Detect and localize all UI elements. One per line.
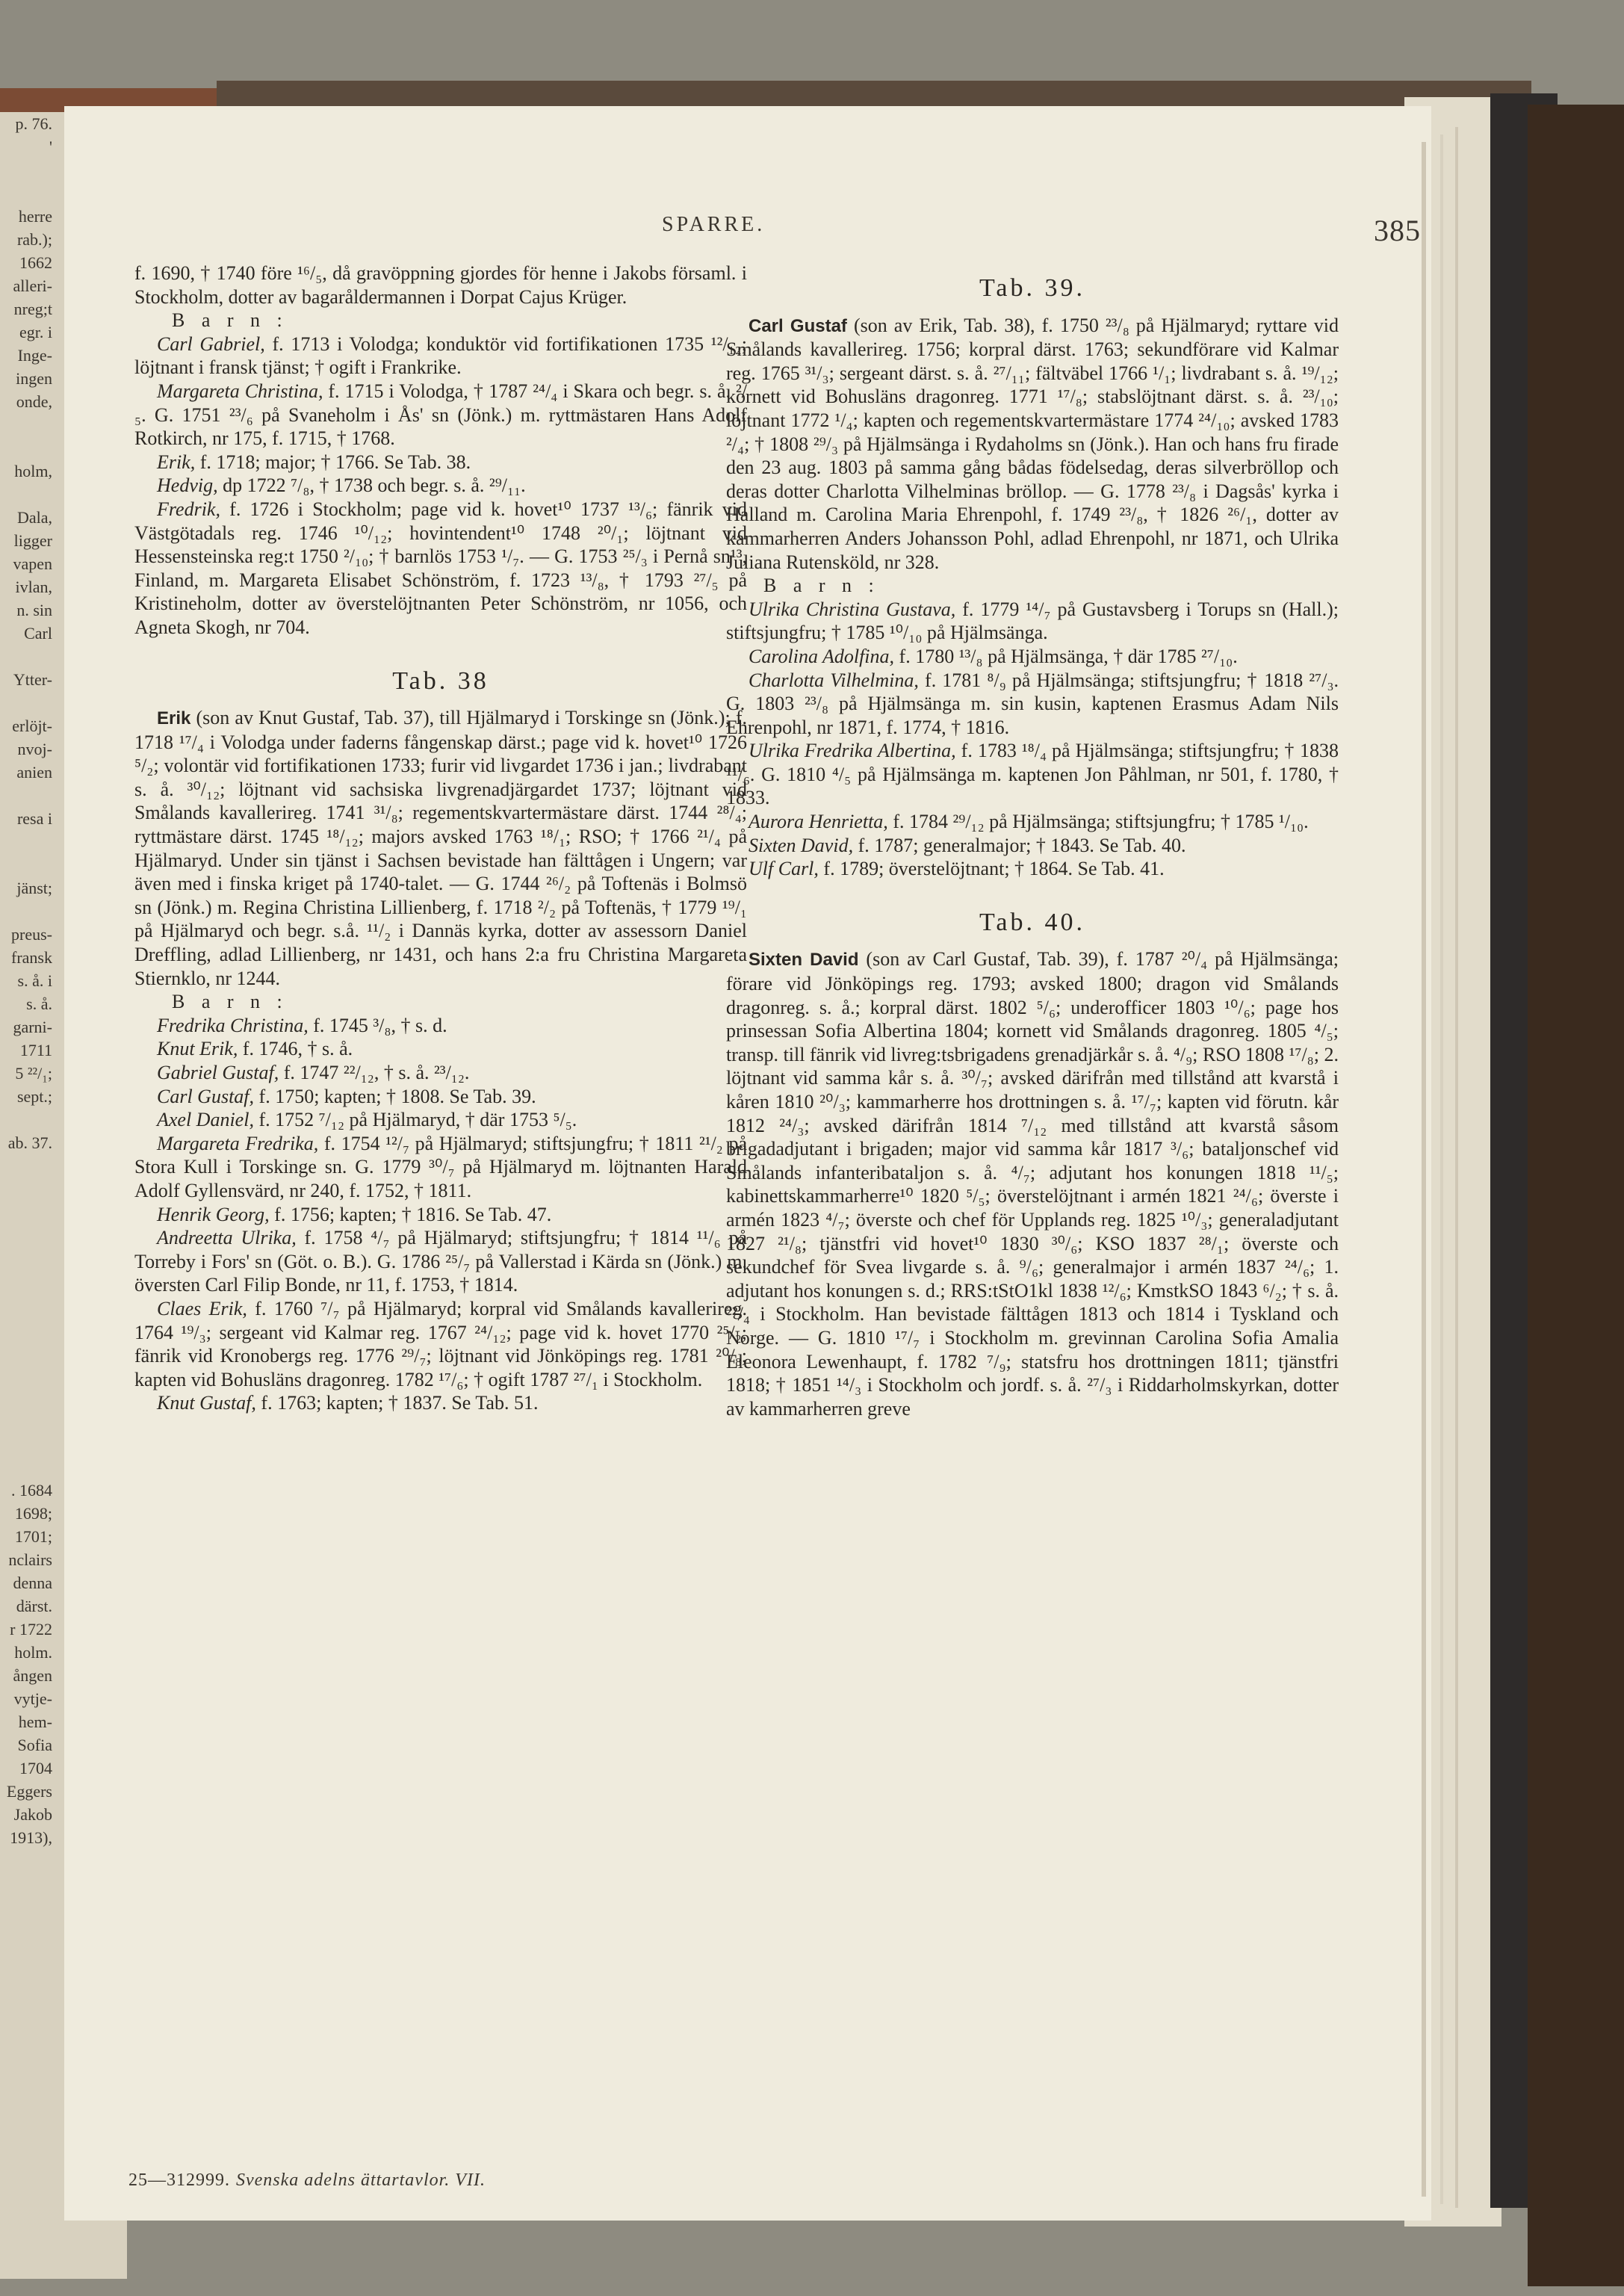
- facing-page-fragment: [0, 1409, 52, 1432]
- child-name: Carl Gabriel,: [157, 332, 265, 355]
- barn-label: B a r n :: [172, 991, 288, 1013]
- child-entry: [726, 857, 1339, 881]
- facing-page-fragment: . 1684: [11, 1481, 52, 1500]
- child-entry: [134, 1014, 747, 1038]
- facing-page-fragment: [0, 691, 52, 714]
- footer-title: Svenska adelns ättartavlor. VII.: [236, 2170, 486, 2190]
- facing-page-fragment: [0, 413, 52, 436]
- child-name: Carl Gustaf,: [157, 1085, 255, 1107]
- child-entry: [726, 810, 1339, 834]
- page-number: 385: [1374, 214, 1421, 247]
- facing-page-fragment: [0, 158, 52, 182]
- child-name: Knut Erik,: [157, 1038, 238, 1060]
- entry-text: (son av Erik, Tab. 38), f. 1750 ²³/₈ på Hjälmaryd; ryttare vid Smålands kavallerireg. 1756; korpral därst. 1763; sekundförare vid Kalmar reg. 1765 ³¹/₃; sergeant därst. s. å. ²⁷/₁₁; fältväbel 1766 ¹/₁; livdrabant s. å. ¹⁹/₁₂; kornett vid Bohusläns dragonreg. 1771 ¹⁷/₈; stabslöjtnant därst. s. å. ²³/₁₀; löjtnant 1772 ¹/₄; kapten och regementskvartermästare 1774 ²⁴/₁₀; avsked 1783 ²/₄; † 1808 ²⁹/₃ på Hjälmsänga i Rydaholms sn (Jönk.). Han och hans fru firade den 23 aug. 1803 på samma gång bådas födelsedag, deras silverbröllop och deras dotter Charlotta Vilhelminas bröllop. — G. 1778 ²³/₈ i Dagsås' kyrka i Halland m. Carolina Maria Ehrenpohl, f. 1749 ²³/₈, † 1826 ²⁶/₁, dotter av kammarherren Anders Johansson Pohl, adlad Ehrenpohl, nr 1871, och Ulrika Juliana Rutensköld, nr 328.: [726, 314, 1339, 573]
- child-text: f. 1756; kapten; † 1816. Se Tab. 47.: [269, 1203, 552, 1225]
- child-entry: [134, 1391, 747, 1415]
- facing-page-fragment: [0, 784, 52, 807]
- child-name: Ulrika Fredrika Albertina,: [749, 740, 956, 762]
- child-name: Aurora Henrietta,: [749, 811, 888, 833]
- facing-page-fragment: herre: [18, 207, 52, 226]
- entry-name: Erik: [157, 708, 191, 729]
- child-text: f. 1752 ⁷/₁₂ på Hjälmaryd, † där 1753 ⁵/₅.: [253, 1109, 577, 1131]
- child-entry: [134, 1108, 747, 1132]
- entry-text: (son av Carl Gustaf, Tab. 39), f. 1787 ²⁰/₄ på Hjälmsänga; förare vid Jönköpings reg. 1793; avsked 1800; dragon vid Smålands dragonreg. s. å.; korpral därst. 1802 ⁵/₆; underofficer 1803 ¹⁰/₆; page hos prinsessan Sofia Albertina 1804; kornett vid Smålands dragonreg. 1805 ⁴/₅; transp. till fänrik vid livreg:tsbrigadens grenadjärkår s. å. ⁴/₉; RSO 1808 ¹⁷/₈; 2. löjtnant vid samma kår s. å. ³⁰/₇; avsked därifrån med tillstånd att kvarstå i kåren 1810 ²⁰/₃; kammarherre hos drottningen s. å. ¹⁷/₇; kapten vid förutn. kår 1812 ²⁴/₃; avsked därifrån 1814 ⁷/₁₂ med tillstånd att kvarstå såsom brigadadjutant i brigaden; major vid samma kår 1817 ³/₆; bataljonschef vid Smålands infanteribataljon s. å. ⁴/₇; adjutant hos konungen 1818 ¹¹/₅; kabinettskammarherre¹⁰ 1820 ⁵/₅; överstelöjtnant i armén 1821 ²⁴/₆; överste i armén 1823 ⁴/₇; överste och chef för Upplands reg. 1825 ¹⁰/₃; generaladjutant 1827 ²¹/₈; tjänstfri vid hovet¹⁰ 1830 ³⁰/₆; KSO 1837 ²⁸/₁; överste och sekundchef för Svea livgarde s. å. ⁹/₆; generalmajor i armén 1837 ²⁴/₆; 1. adjutant hos konungen s. d.; RRS:tStO1kl 1838 ¹²/₆; KmstkSO 1843 ⁶/₂; † s. å. ²²/₄ i Stockholm. Han bevistade fälttågen 1813 och 1814 i Tyskland och Norge. — G. 1810 ¹⁷/₇ i Stockholm m. grevinnan Carolina Sofia Amalia Eleonora Lewenhaupt, f. 1782 ⁷/₉; statsfru hos drottningen 1811; tjänstfri 1818; † 1851 ¹⁴/₃ i Stockholm och jordf. s. å. ²⁷/₃ i Riddarholmskyrkan, dotter av kammarherren greve: [726, 948, 1339, 1420]
- child-text: f. 1779 ¹⁴/₇ på Gustavsberg i Torups sn (Hall.); stiftsjungfru; † 1785 ¹⁰/₁₀ på Hjälmsänga.: [726, 598, 1339, 644]
- facing-page-fragment: nclairs: [8, 1550, 52, 1569]
- facing-page-fragment: [0, 1154, 52, 1178]
- child-text: f. 1750; kapten; † 1808. Se Tab. 39.: [254, 1085, 536, 1107]
- facing-page-fragment: 1711: [19, 1041, 52, 1059]
- child-text: f. 1713 i Volodga; konduktör vid fortifikationen 1735 ¹²/₁₂; löjtnant i fransk tjänst; † ogift i Frankrike.: [134, 332, 747, 379]
- child-name: Charlotta Vilhelmina,: [749, 669, 919, 691]
- child-name: Carolina Adolfina,: [749, 645, 895, 667]
- facing-page-fragment: 5 ²²/₁;: [15, 1064, 52, 1083]
- facing-page-fragment: ingen: [16, 369, 52, 388]
- child-entry: [134, 498, 747, 640]
- child-entry: [134, 1297, 747, 1391]
- facing-page-fragment: n. sin: [16, 601, 52, 619]
- facing-page-fragment: [0, 900, 52, 923]
- right-column: [726, 276, 1339, 1420]
- entry-name: Carl Gustaf: [749, 315, 847, 336]
- child-name: Hedvig,: [157, 474, 218, 497]
- facing-page-fragment: s. å.: [26, 994, 52, 1013]
- facing-page-fragment: s. å. i: [17, 971, 52, 990]
- facing-page-fragment: [0, 1455, 52, 1479]
- facing-page-fragment: denna: [13, 1574, 52, 1592]
- facing-page-fragment: nreg;t: [13, 300, 52, 318]
- facing-page-fragment: p. 76.: [15, 114, 52, 133]
- facing-page-fragment: Carl: [24, 624, 52, 643]
- facing-page-fragment: nvoj-: [17, 740, 52, 758]
- child-name: Axel Daniel,: [157, 1109, 254, 1131]
- facing-page-fragment: [0, 853, 52, 876]
- left-column: [134, 262, 747, 1415]
- child-entry: [134, 474, 747, 498]
- child-name: Ulrika Christina Gustava,: [749, 598, 956, 620]
- facing-page-fragment: jänst;: [16, 879, 52, 897]
- facing-page-fragment: egr. i: [19, 323, 52, 341]
- child-name: Henrik Georg,: [157, 1203, 270, 1225]
- child-text: f. 1763; kapten; † 1837. Se Tab. 51.: [255, 1392, 539, 1414]
- facing-page-edge: [0, 112, 52, 2092]
- page-footer: [128, 2170, 486, 2191]
- child-entry: [134, 1085, 747, 1109]
- child-entry: [134, 1061, 747, 1085]
- footer-signature: 25—312999.: [128, 2170, 230, 2190]
- facing-page-fragment: garni-: [13, 1018, 52, 1036]
- child-text: dp 1722 ⁷/₈, † 1738 och begr. s. å. ²⁹/₁₁.: [217, 474, 526, 497]
- child-text: f. 1784 ²⁹/₁₂ på Hjälmsänga; stiftsjungfru; † 1785 ¹/₁₀.: [887, 811, 1309, 833]
- facing-page-fragment: Inge-: [17, 346, 52, 365]
- facing-page-fragment: Ytter-: [13, 670, 52, 689]
- facing-page-fragment: ången: [13, 1666, 52, 1685]
- child-entry: [134, 451, 747, 474]
- children-list: [726, 598, 1339, 881]
- facing-page-fragment: ab. 37.: [7, 1133, 52, 1152]
- facing-page-fragment: [0, 1201, 52, 1224]
- child-name: Andreetta Ulrika,: [157, 1227, 297, 1249]
- tab-entry: [134, 706, 747, 990]
- facing-page-fragment: [0, 830, 52, 853]
- facing-page-fragment: 1698;: [14, 1504, 52, 1523]
- facing-page-fragment: anien: [16, 763, 52, 782]
- facing-page-fragment: [0, 1340, 52, 1363]
- child-entry: [134, 1132, 747, 1203]
- facing-page-fragment: hem-: [18, 1712, 52, 1731]
- entry-text: (son av Knut Gustaf, Tab. 37), till Hjälmaryd i Torskinge sn (Jönk.); f. 1718 ¹⁷/₄ i Volodga under faderns fångenskap därst.; page vid k. hovet¹⁰ 1726 ⁵/₂; volontär vid fortifikationen 1733; furir vid livgardet 1736 i jan.; livdrabant s. å. ³⁰/₁₂; löjtnant vid sachsiska livgrenadjärgardet 1737; löjtnant vid Smålands kavallerireg. 1741 ³¹/₈; regementskvartermästare därst. 1744 ²⁸/₄; ryttmästare därst. 1745 ¹⁸/₁₂; majors avsked 1763 ¹⁸/₁; RSO; † 1766 ²¹/₄ på Hjälmaryd. Under sin tjänst i Sachsen bevistade han fälttågen i Ungern; var även med i finska kriget på 1740-talet. — G. 1744 ²⁶/₂ på Toftenäs i Bolmsö sn (Jönk.) m. Regina Christina Lillienberg, f. 1718 ²/₂ på Toftenäs, † 1779 ¹⁹/₁ på Hjälmaryd och begr. s.å. ¹¹/₂ i Dannäs kyrka, dotter av assessorn Daniel Dreffling, adlad Lillienberg, nr 1431, och hans 2:a fru Christina Margareta Stiernklo, nr 1244.: [134, 707, 747, 989]
- child-entry: [134, 1037, 747, 1061]
- child-entry: [134, 1203, 747, 1227]
- child-entry: [134, 332, 747, 380]
- facing-page-fragment: [0, 1247, 52, 1270]
- book-page: [72, 108, 1421, 2215]
- child-entry: [726, 739, 1339, 810]
- facing-page-fragment: ivlan,: [15, 578, 52, 596]
- child-text: f. 1781 ⁸/₉ på Hjälmsänga; stiftsjungfru; † 1818 ²⁷/₃. G. 1803 ²³/₈ på Hjälmsänga m. sin kusin, kaptenen Erasmus Adam Nils Ehrenpohl, nr 1871, f. 1774, † 1816.: [726, 669, 1339, 738]
- facing-page-fragment: [0, 182, 52, 205]
- facing-page-fragment: preus-: [11, 925, 52, 944]
- facing-page-fragment: rab.);: [16, 230, 52, 249]
- child-name: Margareta Fredrika,: [157, 1132, 319, 1154]
- child-name: Fredrika Christina,: [157, 1014, 309, 1036]
- facing-page-fragment: holm.: [14, 1643, 52, 1662]
- facing-page-fragment: [0, 1224, 52, 1247]
- facing-page-fragment: 1662: [19, 253, 52, 272]
- child-entry: [726, 598, 1339, 645]
- tab-heading: Tab. 39.: [979, 274, 1085, 302]
- child-name: Fredrik,: [157, 498, 220, 520]
- child-entry: [134, 380, 747, 451]
- facing-page-fragment: vapen: [13, 554, 52, 573]
- facing-page-fragment: [0, 436, 52, 459]
- child-text: f. 1715 i Volodga, † 1787 ²⁴/₄ i Skara och begr. s. å. ²/₅. G. 1751 ²³/₆ på Svaneholm i Ås' sn (Jönk.) m. ryttmästaren Hans Adolf Rotkirch, nr 175, f. 1715, † 1768.: [134, 380, 747, 450]
- facing-page-fragment: ': [49, 137, 52, 156]
- facing-page-fragment: [0, 483, 52, 506]
- child-entry: [726, 834, 1339, 858]
- child-text: f. 1747 ²²/₁₂, † s. å. ²³/₁₂.: [279, 1062, 470, 1083]
- child-text: f. 1726 i Stockholm; page vid k. hovet¹⁰ 1737 ¹³/₆; fänrik vid Västgötadals reg. 1746 ¹⁰/₁₂; hovintendent¹⁰ 1748 ²⁰/₁; löjtnant vid Hessensteinska reg:t 1750 ²/₁₀; † barnlös 1753 ¹/₇. — G. 1753 ²⁵/₃ i Pernå sn¹³, Finland, m. Margareta Elisabet Schönström, f. 1723 ¹³/₈, † 1793 ²⁷/₅ på Kristineholm, dotter av överstelöjtnanten Peter Schönström, nr 1056, och Agneta Skogh, nr 704.: [134, 498, 747, 638]
- child-text: f. 1780 ¹³/₈ på Hjälmsänga, † där 1785 ²⁷/₁₀.: [894, 645, 1238, 667]
- child-entry: [134, 1226, 747, 1297]
- child-name: Sixten David,: [749, 834, 854, 856]
- facing-page-fragment: resa i: [16, 809, 52, 828]
- facing-page-fragment: Eggers: [6, 1782, 52, 1801]
- child-text: f. 1789; överstelöjtnant; † 1864. Se Tab. 41.: [818, 858, 1165, 880]
- child-text: f. 1754 ¹²/₇ på Hjälmaryd; stiftsjungfru; † 1811 ²¹/₂ på Stora Kull i Torskinge sn. G. 1779 ³⁰/₇ på Hjälmaryd m. löjtnanten Harald Adolf Gyllensvärd, nr 240, f. 1752, † 1811.: [134, 1132, 747, 1201]
- running-head: SPARRE.: [662, 213, 766, 236]
- facing-page-fragment: alleri-: [13, 276, 52, 295]
- child-text: f. 1787; generalmajor; † 1843. Se Tab. 40.: [853, 834, 1186, 856]
- tab-entry: [726, 947, 1339, 1420]
- child-name: Gabriel Gustaf,: [157, 1062, 279, 1083]
- tab-heading: Tab. 38: [392, 666, 489, 695]
- facing-page-fragment: holm,: [14, 462, 52, 480]
- child-text: f. 1760 ⁷/₇ på Hjälmaryd; korpral vid Smålands kavallerireg. 1764 ¹⁹/₃; sergeant vid Kalmar reg. 1767 ²⁴/₁₂; page vid k. hovet 1770 ²⁵/₂; fänrik vid Kronobergs reg. 1776 ²⁹/₇; löjtnant vid Jönköpings reg. 1781 ²⁰/₈; kapten vid Bohusläns dragonreg. 1782 ¹⁷/₆; † ogift 1787 ²⁷/₁ i Stockholm.: [134, 1297, 747, 1390]
- children-list: [134, 1014, 747, 1415]
- intro-paragraph: f. 1690, † 1740 före ¹⁶/₅, då gravöppning gjordes för henne i Jakobs församl. i Stockholm, dotter av bagaråldermannen i Dorpat Cajus Krüger.: [134, 262, 747, 308]
- child-name: Knut Gustaf,: [157, 1392, 256, 1414]
- facing-page-fragment: 1701;: [14, 1527, 52, 1546]
- facing-page-fragment: Jakob: [13, 1805, 52, 1824]
- children-list: [134, 332, 747, 640]
- facing-page-fragment: [0, 1108, 52, 1131]
- facing-page-fragment: onde,: [16, 392, 52, 411]
- facing-page-fragment: [0, 1270, 52, 1293]
- facing-page-fragment: [0, 1316, 52, 1340]
- child-text: f. 1783 ¹⁸/₄ på Hjälmsänga; stiftsjungfru; † 1838 ¹¹/₆. G. 1810 ⁴/₅ på Hjälmsänga m. kaptenen Jon Påhlman, nr 501, f. 1780, † 1833.: [726, 740, 1339, 809]
- facing-page-fragment: Sofia: [17, 1736, 52, 1754]
- facing-page-fragment: vytje-: [13, 1689, 52, 1708]
- tab-entry: [726, 314, 1339, 575]
- child-text: f. 1746, † s. å.: [238, 1038, 353, 1060]
- child-name: Margareta Christina,: [157, 380, 323, 402]
- child-entry: [726, 645, 1339, 669]
- child-entry: [726, 669, 1339, 740]
- child-name: Erik,: [157, 451, 196, 473]
- facing-page-fragment: ligger: [13, 531, 52, 550]
- child-text: f. 1718; major; † 1766. Se Tab. 38.: [195, 451, 471, 473]
- child-text: f. 1758 ⁴/₇ på Hjälmaryd; stiftsjungfru; † 1814 ¹¹/₆ på Torreby i Fors' sn (Göt. o. B.). G. 1786 ²⁵/₇ på Vallerstad i Kärda sn (Jönk.) m. översten Carl Filip Bonde, nr 11, f. 1753, † 1814.: [134, 1227, 747, 1296]
- child-name: Claes Erik,: [157, 1297, 247, 1319]
- barn-label: B a r n :: [172, 309, 288, 332]
- facing-page-fragment: fransk: [11, 948, 52, 967]
- tab-heading: Tab. 40.: [979, 908, 1085, 936]
- facing-page-fragment: 1704: [19, 1759, 52, 1777]
- facing-page-fragment: [0, 1293, 52, 1316]
- child-name: Ulf Carl,: [749, 858, 819, 880]
- facing-page-fragment: 1913),: [10, 1828, 52, 1847]
- entry-name: Sixten David: [749, 950, 859, 971]
- facing-page-fragment: sept.;: [16, 1087, 52, 1106]
- barn-label: B a r n :: [763, 575, 880, 597]
- facing-page-fragment: [0, 645, 52, 668]
- facing-page-fragment: [0, 1178, 52, 1201]
- facing-page-fragment: [0, 1363, 52, 1386]
- facing-page-fragment: erlöjt-: [12, 717, 52, 735]
- facing-page-fragment: [0, 1432, 52, 1455]
- facing-page-fragment: Dala,: [16, 508, 52, 527]
- child-text: f. 1745 ³/₈, † s. d.: [308, 1014, 447, 1036]
- facing-page-fragment: r 1722: [10, 1620, 52, 1639]
- facing-page-fragment: [0, 1386, 52, 1409]
- facing-page-fragment: därst.: [16, 1597, 52, 1615]
